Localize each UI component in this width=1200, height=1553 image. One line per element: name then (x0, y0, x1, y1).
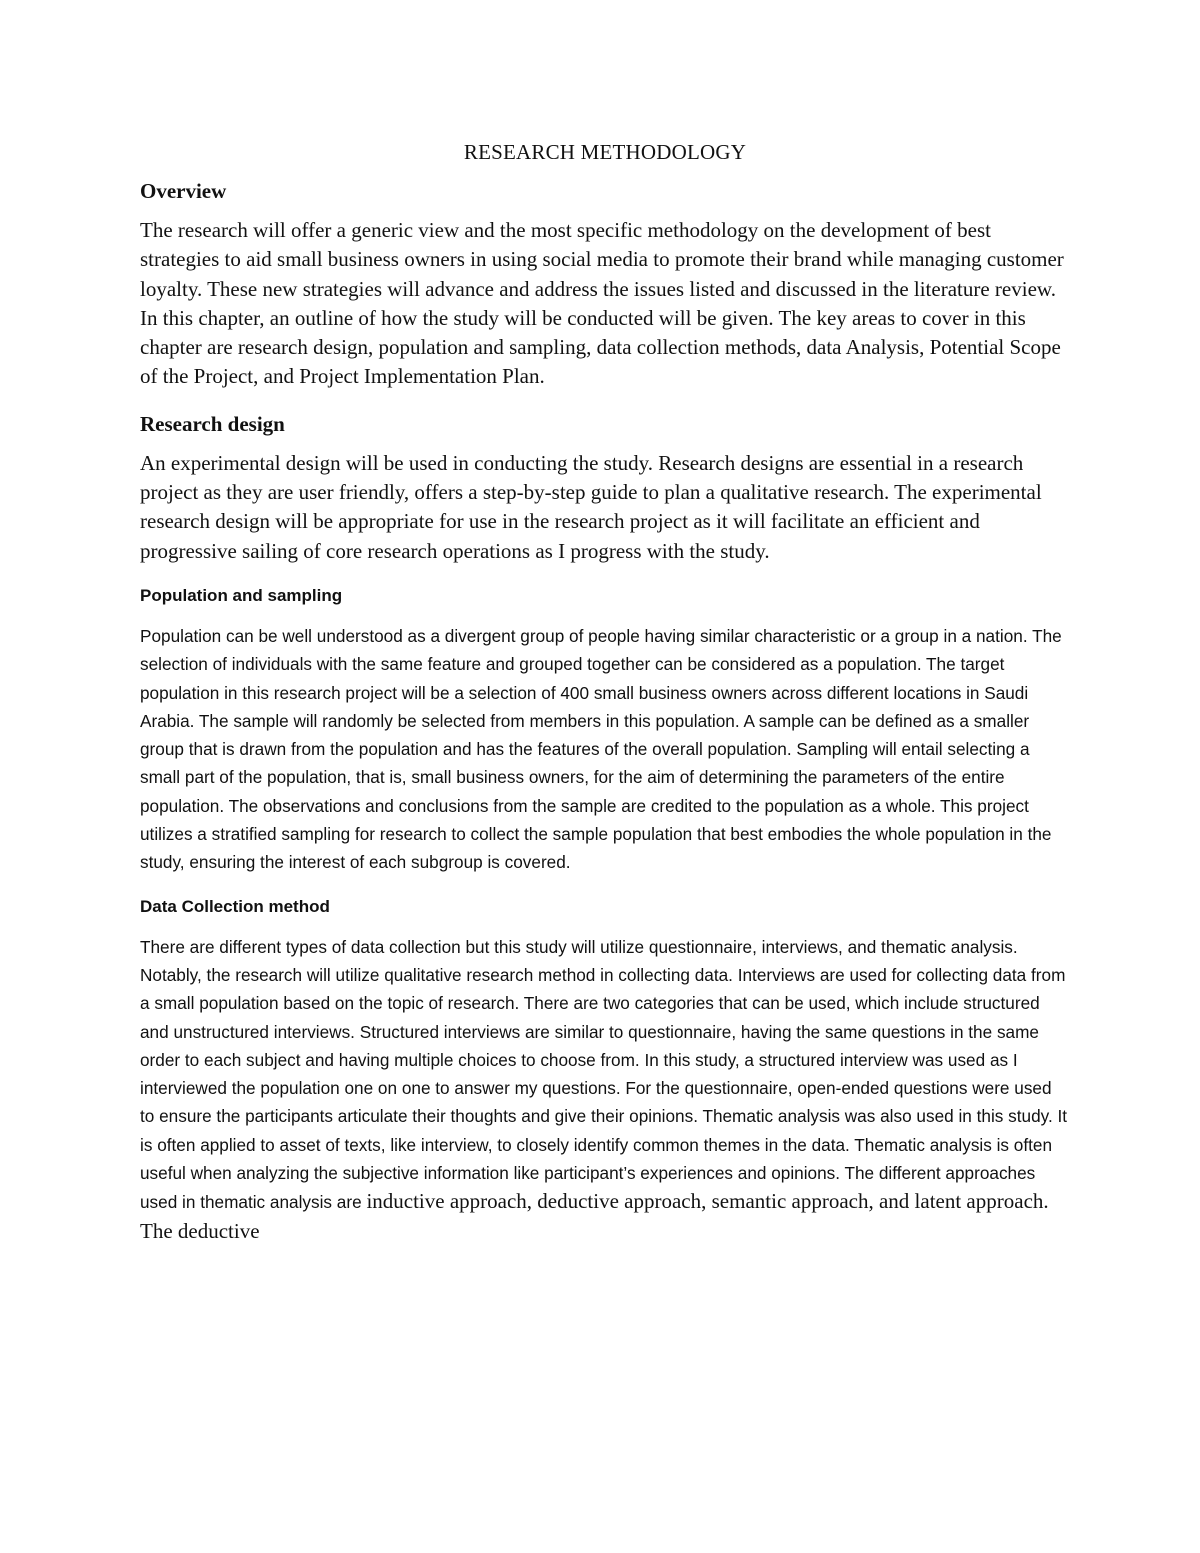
population-sampling-paragraph: Population can be well understood as a divergent group of people having similar characteristic or a group in a nation. The selection of individuals with the same feature and grouped together can be considered as a population. The target population in this research project will be a selection of 400 small business owners across different locations in Saudi Arabia. The sample will randomly be selected from members in this population. A sample can be defined as a smaller group that is drawn from the population and has the features of the overall population. Sampling will entail selecting a small part of the population, that is, small business owners, for the aim of determining the parameters of the entire population. The observations and conclusions from the sample are credited to the population as a whole. This project utilizes a stratified sampling for research to collect the sample population that best embodies the whole population in the study, ensuring the interest of each subgroup is covered. (140, 625, 1062, 873)
research-design-paragraph: An experimental design will be used in conducting the study. Research designs are essential in a research project as they are user friendly, offers a step-by-step guide to plan a qualitative research. The experimental research design will be appropriate for use in the research project as it will facilitate an efficient and progressive sailing of core research operations as I progress with the study. (140, 450, 1042, 563)
data-collection-tail: inductive approach, deductive approach, semantic approach, and latent approach. The deductive (140, 1189, 1049, 1243)
overview-heading: Overview (140, 179, 227, 203)
data-collection-heading: Data Collection method (140, 896, 330, 916)
data-collection-paragraph (140, 933, 1070, 1246)
research-design-heading: Research design (140, 411, 285, 436)
document-title: RESEARCH METHODOLOGY (463, 140, 747, 164)
data-collection-body: There are different types of data collection but this study will utilize questionnaire, interviews, and thematic analysis. Notably, the research will utilize qualitative research method in collecting data. Interviews are used for collecting data from a small population based on the topic of research. There are two categories that can be used, which include structured and unstructured interviews. Structured interviews are similar to questionnaire, having the same questions in the same order to each subject and having multiple choices to choose from. In this study, a structured interview was used as I interviewed the population one on one to answer my questions. For the questionnaire, open-ended questions were used to ensure the participants articulate their thoughts and give their opinions. Thematic analysis was also used in this study. It is often applied to asset of texts, like interview, to closely identify common themes in the data. Thematic analysis is often useful when analyzing the subjective information like participant’s experiences and opinions. The different approaches used in thematic analysis are (140, 936, 1068, 1213)
overview-paragraph: The research will offer a generic view and the most specific methodology on the development of best strategies to aid small business owners in using social media to promote their brand while managing customer loyalty. These new strategies will advance and address the issues listed and discussed in the literature review. In this chapter, an outline of how the study will be conducted will be given. The key areas to cover in this chapter are research design, population and sampling, data collection methods, data Analysis, Potential Scope of the Project, and Project Implementation Plan. (140, 218, 1064, 389)
population-sampling-heading: Population and sampling (140, 585, 343, 605)
document-page (140, 140, 1070, 1246)
